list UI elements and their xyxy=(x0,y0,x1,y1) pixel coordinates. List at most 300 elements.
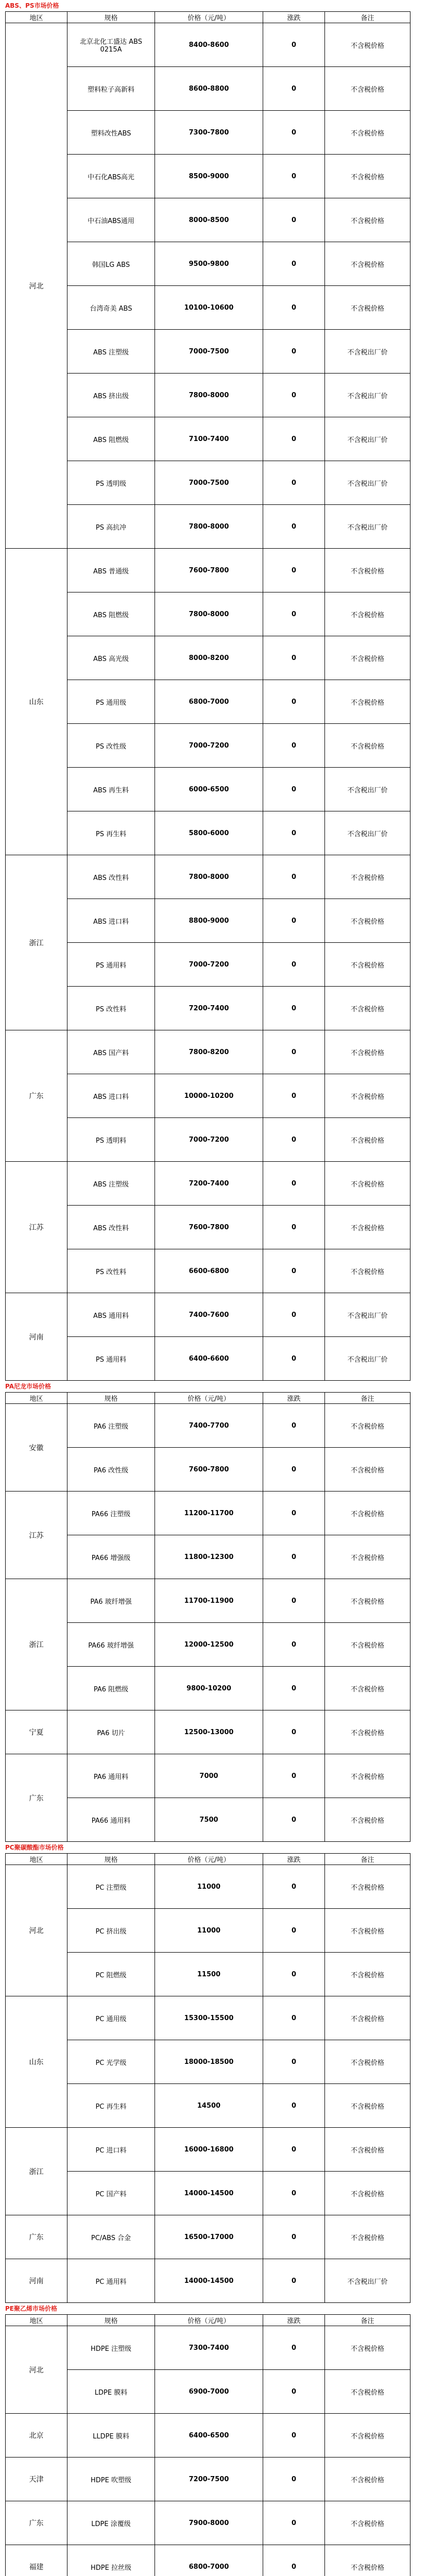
change-cell: 0 xyxy=(263,417,325,461)
region-cell: 浙江 xyxy=(6,2128,67,2215)
change-cell: 0 xyxy=(263,987,325,1030)
note-cell: 不含税出厂价 xyxy=(325,330,410,374)
spec-cell: PA66 玻纤增强 xyxy=(67,1623,155,1667)
spec-cell: PS 改性级 xyxy=(67,724,155,768)
change-cell: 0 xyxy=(263,1030,325,1074)
price-cell: 10000-10200 xyxy=(155,1074,263,1118)
spec-cell: ABS 阻燃级 xyxy=(67,417,155,461)
spec-cell: PA6 玻纤增强 xyxy=(67,1579,155,1623)
price-cell: 14500 xyxy=(155,2084,263,2128)
change-cell: 0 xyxy=(263,1337,325,1381)
table-row xyxy=(6,2501,410,2545)
region-header: 地区 xyxy=(6,12,67,23)
note-cell: 不含税价格 xyxy=(325,242,410,286)
price-cell: 7500 xyxy=(155,1798,263,1842)
note-cell: 不含税出厂价 xyxy=(325,374,410,417)
note-header: 备注 xyxy=(325,2315,410,2326)
spec-cell: PS 通用料 xyxy=(67,943,155,987)
note-cell: 不含税价格 xyxy=(325,899,410,943)
region-header: 地区 xyxy=(6,1393,67,1404)
change-cell: 0 xyxy=(263,592,325,636)
change-cell: 0 xyxy=(263,2414,325,2458)
spec-cell: PA66 注塑级 xyxy=(67,1492,155,1535)
change-header: 涨跌 xyxy=(263,1393,325,1404)
price-header: 价格（元/吨） xyxy=(155,1393,263,1404)
table-header-row xyxy=(6,12,410,23)
price-cell: 7800-8000 xyxy=(155,592,263,636)
region-cell: 安徽 xyxy=(6,1404,67,1492)
change-header: 涨跌 xyxy=(263,1854,325,1865)
spec-cell: 中石化ABS高光 xyxy=(67,155,155,198)
spec-header: 规格 xyxy=(67,12,155,23)
change-cell: 0 xyxy=(263,1623,325,1667)
spec-cell: PS 透明级 xyxy=(67,461,155,505)
price-cell: 7800-8000 xyxy=(155,505,263,549)
price-cell: 8600-8800 xyxy=(155,67,263,111)
table-row xyxy=(6,2326,410,2370)
spec-cell: ABS 高光级 xyxy=(67,636,155,680)
note-cell: 不含税价格 xyxy=(325,2128,410,2172)
note-cell: 不含税价格 xyxy=(325,2215,410,2259)
change-cell: 0 xyxy=(263,1909,325,1953)
spec-cell: PC 再生料 xyxy=(67,2084,155,2128)
change-cell: 0 xyxy=(263,1492,325,1535)
spec-cell: PC 国产料 xyxy=(67,2172,155,2215)
region-cell: 广东 xyxy=(6,2215,67,2259)
note-cell: 不含税价格 xyxy=(325,987,410,1030)
region-cell: 山东 xyxy=(6,1996,67,2128)
price-cell: 6600-6800 xyxy=(155,1249,263,1293)
change-cell: 0 xyxy=(263,943,325,987)
price-cell: 15300-15500 xyxy=(155,1996,263,2040)
table-header-row xyxy=(6,1393,410,1404)
region-cell: 河北 xyxy=(6,2326,67,2414)
spec-cell: ABS 挤出级 xyxy=(67,374,155,417)
price-cell: 7300-7400 xyxy=(155,2326,263,2370)
spec-cell: ABS 注塑级 xyxy=(67,330,155,374)
note-cell: 不含税价格 xyxy=(325,1710,410,1754)
region-cell: 浙江 xyxy=(6,855,67,1030)
table-row xyxy=(6,1404,410,1448)
note-header: 备注 xyxy=(325,12,410,23)
spec-cell: ABS 改性料 xyxy=(67,1206,155,1249)
note-cell: 不含税价格 xyxy=(325,2326,410,2370)
note-cell: 不含税价格 xyxy=(325,1535,410,1579)
spec-cell: PC 注塑级 xyxy=(67,1865,155,1909)
spec-cell: LLDPE 膜料 xyxy=(67,2414,155,2458)
change-cell: 0 xyxy=(263,1206,325,1249)
price-cell: 10100-10600 xyxy=(155,286,263,330)
note-cell: 不含税价格 xyxy=(325,1448,410,1492)
price-cell: 11000 xyxy=(155,1909,263,1953)
table-row xyxy=(6,1865,410,1909)
spec-cell: PS 通用级 xyxy=(67,680,155,724)
change-cell: 0 xyxy=(263,2370,325,2414)
section-title: ABS、PS市场价格 xyxy=(5,2,59,9)
spec-cell: ABS 再生料 xyxy=(67,768,155,811)
note-cell: 不含税价格 xyxy=(325,1492,410,1535)
note-cell: 不含税价格 xyxy=(325,2545,410,2576)
spec-cell: PA6 阻燃级 xyxy=(67,1667,155,1710)
table-row xyxy=(6,1030,410,1074)
price-cell: 6800-7000 xyxy=(155,2545,263,2576)
price-cell: 11000 xyxy=(155,1865,263,1909)
note-cell: 不含税价格 xyxy=(325,67,410,111)
spec-header: 规格 xyxy=(67,1393,155,1404)
change-cell: 0 xyxy=(263,1996,325,2040)
note-cell: 不含税价格 xyxy=(325,2084,410,2128)
change-cell: 0 xyxy=(263,286,325,330)
note-cell: 不含税出厂价 xyxy=(325,2259,410,2303)
note-cell: 不含税价格 xyxy=(325,111,410,155)
spec-cell: PS 再生料 xyxy=(67,811,155,855)
note-cell: 不含税出厂价 xyxy=(325,768,410,811)
price-cell: 6000-6500 xyxy=(155,768,263,811)
change-cell: 0 xyxy=(263,242,325,286)
region-header: 地区 xyxy=(6,1854,67,1865)
note-cell: 不含税价格 xyxy=(325,2172,410,2215)
price-cell: 7200-7400 xyxy=(155,987,263,1030)
price-cell: 6400-6500 xyxy=(155,2414,263,2458)
note-cell: 不含税价格 xyxy=(325,2040,410,2084)
table-row xyxy=(6,2545,410,2576)
table-row xyxy=(6,1754,410,1798)
price-cell: 11200-11700 xyxy=(155,1492,263,1535)
region-cell: 福建 xyxy=(6,2545,67,2576)
note-cell: 不含税价格 xyxy=(325,1953,410,1996)
price-cell: 7000-7500 xyxy=(155,330,263,374)
note-cell: 不含税出厂价 xyxy=(325,1293,410,1337)
note-cell: 不含税价格 xyxy=(325,198,410,242)
note-cell: 不含税价格 xyxy=(325,1798,410,1842)
change-cell: 0 xyxy=(263,461,325,505)
table-row xyxy=(6,1710,410,1754)
table-header-row xyxy=(6,2315,410,2326)
change-cell: 0 xyxy=(263,768,325,811)
section-title: PC聚碳酸酯市场价格 xyxy=(5,1844,64,1851)
spec-cell: PS 改性料 xyxy=(67,1249,155,1293)
change-cell: 0 xyxy=(263,198,325,242)
table-row xyxy=(6,1996,410,2040)
change-cell: 0 xyxy=(263,1865,325,1909)
price-cell: 7600-7800 xyxy=(155,1448,263,1492)
spec-cell: ABS 阻燃级 xyxy=(67,592,155,636)
price-cell: 6800-7000 xyxy=(155,680,263,724)
region-cell: 宁夏 xyxy=(6,1710,67,1754)
price-table xyxy=(5,1853,410,2303)
spec-cell: 台湾奇美 ABS xyxy=(67,286,155,330)
note-cell: 不含税价格 xyxy=(325,1579,410,1623)
change-cell: 0 xyxy=(263,2458,325,2501)
note-cell: 不含税价格 xyxy=(325,2501,410,2545)
price-table xyxy=(5,11,410,1381)
price-header: 价格（元/吨） xyxy=(155,1854,263,1865)
change-cell: 0 xyxy=(263,2215,325,2259)
change-cell: 0 xyxy=(263,1754,325,1798)
spec-cell: PA6 注塑级 xyxy=(67,1404,155,1448)
change-cell: 0 xyxy=(263,1667,325,1710)
change-cell: 0 xyxy=(263,2259,325,2303)
change-cell: 0 xyxy=(263,374,325,417)
price-cell: 7300-7800 xyxy=(155,111,263,155)
price-cell: 7100-7400 xyxy=(155,417,263,461)
note-cell: 不含税价格 xyxy=(325,680,410,724)
change-cell: 0 xyxy=(263,1162,325,1206)
spec-cell: PC 挤出级 xyxy=(67,1909,155,1953)
spec-cell: ABS 进口料 xyxy=(67,1074,155,1118)
note-cell: 不含税价格 xyxy=(325,155,410,198)
spec-cell: ABS 进口料 xyxy=(67,899,155,943)
price-cell: 6400-6600 xyxy=(155,1337,263,1381)
note-cell: 不含税出厂价 xyxy=(325,1337,410,1381)
change-header: 涨跌 xyxy=(263,2315,325,2326)
change-cell: 0 xyxy=(263,23,325,67)
note-cell: 不含税出厂价 xyxy=(325,417,410,461)
price-cell: 12500-13000 xyxy=(155,1710,263,1754)
table-row xyxy=(6,1162,410,1206)
change-cell: 0 xyxy=(263,505,325,549)
change-cell: 0 xyxy=(263,811,325,855)
price-cell: 7000-7200 xyxy=(155,724,263,768)
note-cell: 不含税价格 xyxy=(325,2414,410,2458)
price-table xyxy=(5,1392,410,1842)
spec-cell: 北京北化工盛达 ABS 0215A xyxy=(67,23,155,67)
price-cell: 7000-7200 xyxy=(155,943,263,987)
table-row xyxy=(6,855,410,899)
spec-cell: PC 阻燃级 xyxy=(67,1953,155,1996)
change-cell: 0 xyxy=(263,2128,325,2172)
spec-cell: PA66 增强级 xyxy=(67,1535,155,1579)
change-cell: 0 xyxy=(263,1404,325,1448)
region-cell: 广东 xyxy=(6,1754,67,1842)
region-cell: 广东 xyxy=(6,1030,67,1162)
change-cell: 0 xyxy=(263,855,325,899)
table-header-row xyxy=(6,1854,410,1865)
region-cell: 江苏 xyxy=(6,1162,67,1293)
spec-cell: PC 光学级 xyxy=(67,2040,155,2084)
change-cell: 0 xyxy=(263,1953,325,1996)
spec-cell: LDPE 涂覆级 xyxy=(67,2501,155,2545)
price-document xyxy=(0,1,420,2576)
price-cell: 16000-16800 xyxy=(155,2128,263,2172)
change-cell: 0 xyxy=(263,111,325,155)
price-cell: 8000-8200 xyxy=(155,636,263,680)
note-cell: 不含税价格 xyxy=(325,1162,410,1206)
spec-cell: ABS 改性料 xyxy=(67,855,155,899)
price-cell: 7800-8200 xyxy=(155,1030,263,1074)
note-cell: 不含税价格 xyxy=(325,549,410,592)
change-cell: 0 xyxy=(263,2172,325,2215)
price-cell: 6900-7000 xyxy=(155,2370,263,2414)
note-cell: 不含税出厂价 xyxy=(325,505,410,549)
region-cell: 江苏 xyxy=(6,1492,67,1579)
change-header: 涨跌 xyxy=(263,12,325,23)
spec-cell: PC 通用级 xyxy=(67,1996,155,2040)
spec-cell: PA6 通用料 xyxy=(67,1754,155,1798)
table-row xyxy=(6,1492,410,1535)
note-cell: 不含税价格 xyxy=(325,1118,410,1162)
region-cell: 北京 xyxy=(6,2414,67,2458)
spec-cell: PC 进口料 xyxy=(67,2128,155,2172)
note-cell: 不含税价格 xyxy=(325,943,410,987)
change-cell: 0 xyxy=(263,155,325,198)
change-cell: 0 xyxy=(263,1293,325,1337)
note-cell: 不含税价格 xyxy=(325,1667,410,1710)
change-cell: 0 xyxy=(263,2501,325,2545)
spec-cell: HDPE 拉丝级 xyxy=(67,2545,155,2576)
spec-cell: PS 高抗冲 xyxy=(67,505,155,549)
price-cell: 5800-6000 xyxy=(155,811,263,855)
spec-cell: HDPE 吹塑级 xyxy=(67,2458,155,2501)
table-row xyxy=(6,2458,410,2501)
note-cell: 不含税价格 xyxy=(325,1754,410,1798)
spec-cell: PA66 通用料 xyxy=(67,1798,155,1842)
spec-header: 规格 xyxy=(67,1854,155,1865)
region-cell: 浙江 xyxy=(6,1579,67,1710)
spec-cell: ABS 普通级 xyxy=(67,549,155,592)
price-header: 价格（元/吨） xyxy=(155,2315,263,2326)
table-row xyxy=(6,1579,410,1623)
note-cell: 不含税价格 xyxy=(325,724,410,768)
spec-cell: ABS 国产料 xyxy=(67,1030,155,1074)
spec-cell: ABS 注塑级 xyxy=(67,1162,155,1206)
price-cell: 16500-17000 xyxy=(155,2215,263,2259)
note-cell: 不含税价格 xyxy=(325,592,410,636)
note-header: 备注 xyxy=(325,1854,410,1865)
spec-cell: PC/ABS 合金 xyxy=(67,2215,155,2259)
region-cell: 广东 xyxy=(6,2501,67,2545)
spec-cell: PA6 改性级 xyxy=(67,1448,155,1492)
price-cell: 7600-7800 xyxy=(155,1206,263,1249)
price-cell: 11700-11900 xyxy=(155,1579,263,1623)
price-cell: 9800-10200 xyxy=(155,1667,263,1710)
spec-cell: ABS 通用料 xyxy=(67,1293,155,1337)
table-row xyxy=(6,2215,410,2259)
region-cell: 河北 xyxy=(6,1865,67,1996)
spec-cell: LDPE 膜料 xyxy=(67,2370,155,2414)
price-cell: 11500 xyxy=(155,1953,263,1996)
price-cell: 18000-18500 xyxy=(155,2040,263,2084)
price-table xyxy=(5,2314,410,2576)
note-cell: 不含税价格 xyxy=(325,1909,410,1953)
change-cell: 0 xyxy=(263,330,325,374)
price-cell: 14000-14500 xyxy=(155,2172,263,2215)
note-cell: 不含税出厂价 xyxy=(325,461,410,505)
spec-cell: PS 透明料 xyxy=(67,1118,155,1162)
spec-cell: PC 通用料 xyxy=(67,2259,155,2303)
change-cell: 0 xyxy=(263,549,325,592)
change-cell: 0 xyxy=(263,636,325,680)
region-header: 地区 xyxy=(6,2315,67,2326)
note-header: 备注 xyxy=(325,1393,410,1404)
spec-cell: 中石油ABS通用 xyxy=(67,198,155,242)
spec-cell: 塑料粒子高新料 xyxy=(67,67,155,111)
price-cell: 7600-7800 xyxy=(155,549,263,592)
price-cell: 12000-12500 xyxy=(155,1623,263,1667)
region-cell: 天津 xyxy=(6,2458,67,2501)
note-cell: 不含税价格 xyxy=(325,2370,410,2414)
price-cell: 7000-7500 xyxy=(155,461,263,505)
spec-cell: PS 通用料 xyxy=(67,1337,155,1381)
change-cell: 0 xyxy=(263,2040,325,2084)
change-cell: 0 xyxy=(263,1710,325,1754)
spec-header: 规格 xyxy=(67,2315,155,2326)
price-cell: 7800-8000 xyxy=(155,374,263,417)
spec-cell: 韩国LG ABS xyxy=(67,242,155,286)
price-cell: 8400-8600 xyxy=(155,23,263,67)
note-cell: 不含税价格 xyxy=(325,1030,410,1074)
price-cell: 7000 xyxy=(155,1754,263,1798)
price-cell: 7800-8000 xyxy=(155,855,263,899)
price-cell: 14000-14500 xyxy=(155,2259,263,2303)
change-cell: 0 xyxy=(263,724,325,768)
price-cell: 11800-12300 xyxy=(155,1535,263,1579)
section-title: PE聚乙烯市场价格 xyxy=(5,2305,57,2312)
table-row xyxy=(6,23,410,67)
note-cell: 不含税价格 xyxy=(325,1623,410,1667)
change-cell: 0 xyxy=(263,1118,325,1162)
note-cell: 不含税价格 xyxy=(325,1074,410,1118)
change-cell: 0 xyxy=(263,899,325,943)
price-cell: 8000-8500 xyxy=(155,198,263,242)
spec-cell: PA6 切片 xyxy=(67,1710,155,1754)
spec-cell: PS 改性料 xyxy=(67,987,155,1030)
price-cell: 7900-8000 xyxy=(155,2501,263,2545)
region-cell: 河北 xyxy=(6,23,67,549)
price-cell: 8800-9000 xyxy=(155,899,263,943)
change-cell: 0 xyxy=(263,1535,325,1579)
spec-cell: HDPE 注塑级 xyxy=(67,2326,155,2370)
note-cell: 不含税价格 xyxy=(325,855,410,899)
region-cell: 河南 xyxy=(6,1293,67,1381)
price-cell: 9500-9800 xyxy=(155,242,263,286)
change-cell: 0 xyxy=(263,1579,325,1623)
change-cell: 0 xyxy=(263,1249,325,1293)
price-header: 价格（元/吨） xyxy=(155,12,263,23)
section-title: PA尼龙市场价格 xyxy=(5,1383,51,1390)
note-cell: 不含税价格 xyxy=(325,1865,410,1909)
change-cell: 0 xyxy=(263,2084,325,2128)
change-cell: 0 xyxy=(263,2326,325,2370)
note-cell: 不含税价格 xyxy=(325,1404,410,1448)
table-row xyxy=(6,549,410,592)
region-cell: 河南 xyxy=(6,2259,67,2303)
table-row xyxy=(6,2414,410,2458)
change-cell: 0 xyxy=(263,67,325,111)
note-cell: 不含税价格 xyxy=(325,1249,410,1293)
change-cell: 0 xyxy=(263,1798,325,1842)
price-cell: 7000-7200 xyxy=(155,1118,263,1162)
change-cell: 0 xyxy=(263,1448,325,1492)
price-cell: 7400-7700 xyxy=(155,1404,263,1448)
note-cell: 不含税价格 xyxy=(325,2458,410,2501)
table-row xyxy=(6,2128,410,2172)
price-cell: 8500-9000 xyxy=(155,155,263,198)
change-cell: 0 xyxy=(263,1074,325,1118)
price-cell: 7200-7500 xyxy=(155,2458,263,2501)
region-cell: 山东 xyxy=(6,549,67,855)
change-cell: 0 xyxy=(263,680,325,724)
note-cell: 不含税出厂价 xyxy=(325,811,410,855)
note-cell: 不含税价格 xyxy=(325,1206,410,1249)
table-row xyxy=(6,1293,410,1337)
spec-cell: 塑料改性ABS xyxy=(67,111,155,155)
note-cell: 不含税价格 xyxy=(325,1996,410,2040)
change-cell: 0 xyxy=(263,2545,325,2576)
table-row xyxy=(6,2259,410,2303)
price-cell: 7200-7400 xyxy=(155,1162,263,1206)
price-cell: 7400-7600 xyxy=(155,1293,263,1337)
